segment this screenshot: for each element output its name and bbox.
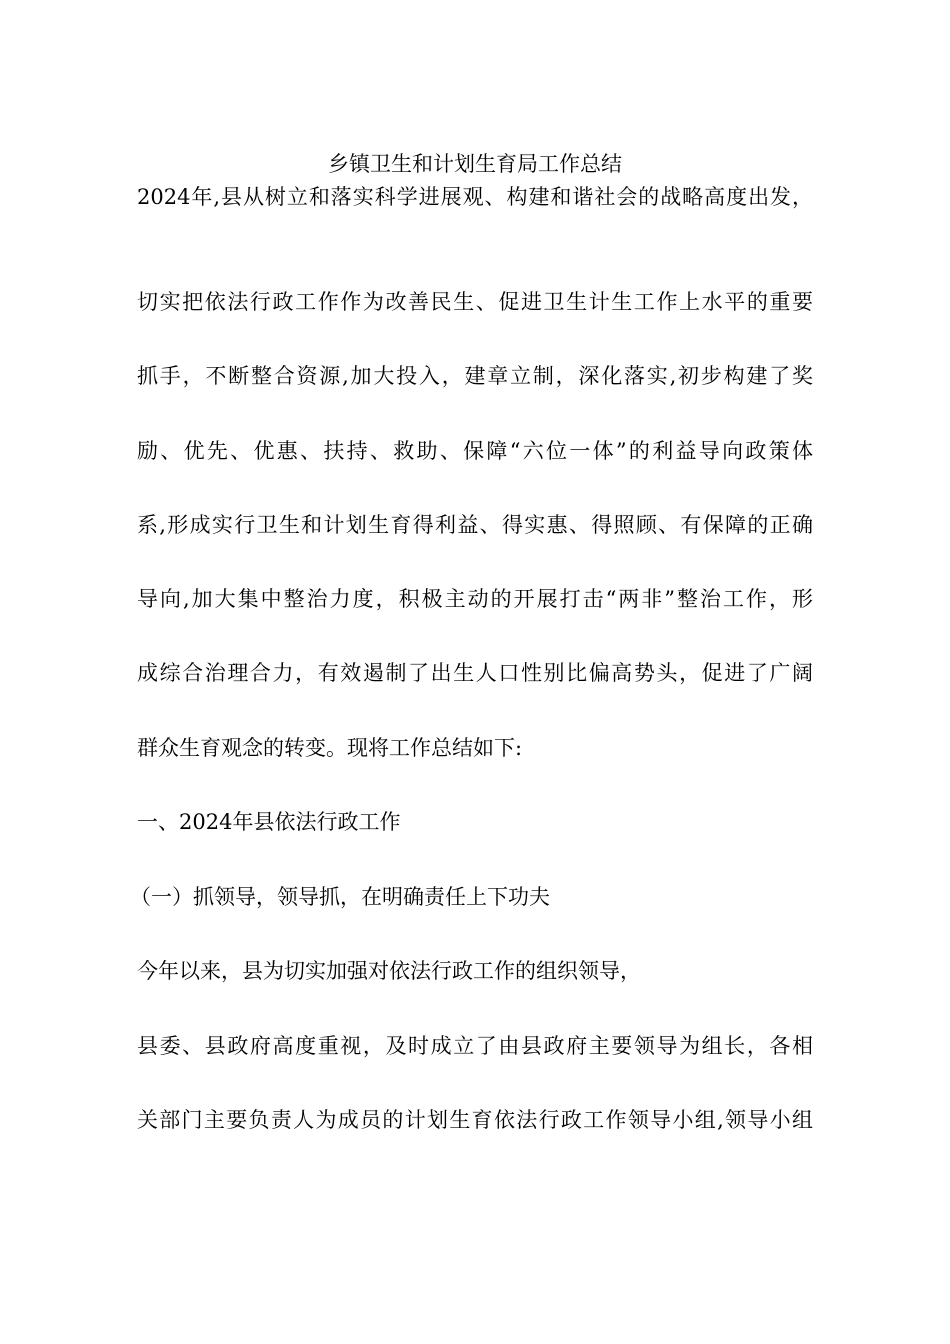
- body-line: 切实把依法行政工作作为改善民生、促进卫生计生工作上水平的重要: [137, 290, 813, 314]
- body-line: 系,形成实行卫生和计划生育得利益、得实惠、得照顾、有保障的正确: [137, 513, 813, 537]
- body-line: 成综合治理合力，有效遏制了出生人口性别比偏高势头，促进了广阔: [137, 661, 813, 685]
- subsection-heading: （一）抓领导，领导抓，在明确责任上下功夫: [130, 885, 550, 909]
- section-heading: 一、2024年县依法行政工作: [137, 810, 401, 834]
- body-line: 励、优先、优惠、扶持、救助、保障“六位一体”的利益导向政策体: [137, 439, 813, 463]
- body-line: 县委、县政府高度重视，及时成立了由县政府主要领导为组长，各相: [137, 1034, 813, 1058]
- body-line: 群众生育观念的转变。现将工作总结如下:: [137, 736, 523, 760]
- body-line: 关部门主要负责人为成员的计划生育依法行政工作领导小组,领导小组: [137, 1108, 813, 1132]
- body-line: 抓手，不断整合资源,加大投入，建章立制，深化落实,初步构建了奖: [137, 364, 813, 388]
- body-line: 导向,加大集中整治力度，积极主动的开展打击“两非”整治工作，形: [137, 587, 813, 611]
- body-line: 2024年,县从树立和落实科学进展观、构建和谐社会的战略高度出发，: [137, 185, 813, 209]
- document-title: 乡镇卫生和计划生育局工作总结: [328, 152, 622, 176]
- body-line: 今年以来，县为切实加强对依法行政工作的组织领导，: [137, 959, 641, 983]
